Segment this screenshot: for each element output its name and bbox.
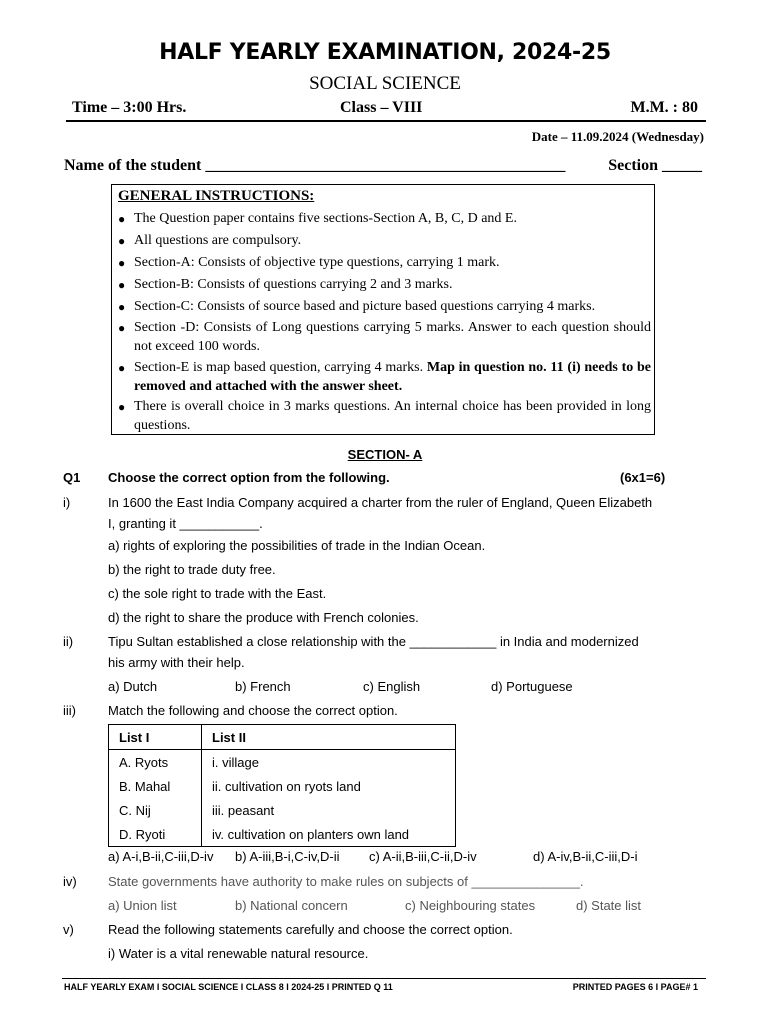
option-b: b) French [235,679,291,694]
instruction-item: There is overall choice in 3 marks questions. An internal choice has been provided in long questions. [134,399,651,433]
table-row [109,798,456,822]
question-number: iii) [63,703,76,718]
table-cell: iii. peasant [202,798,456,822]
question-text: Choose the correct option from the following. [108,470,390,485]
bullet-icon: ● [118,278,126,292]
exam-title: HALF YEARLY EXAMINATION, 2024-25 [159,40,611,65]
bullet-icon: ● [118,321,126,335]
column-header: List II [202,725,456,750]
instruction-item [134,358,651,396]
question-number: v) [63,922,74,937]
bullet-icon: ● [118,361,126,375]
table-row [109,774,456,798]
instruction-item: The Question paper contains five sections-Section A, B, C, D and E. [134,211,517,226]
question-text: In 1600 the East India Company acquired a charter from the ruler of England, Queen Elizabeth [108,495,653,510]
table-cell: A. Ryots [109,750,202,775]
instruction-item: All questions are compulsory. [134,233,302,248]
question-text: Tipu Sultan established a close relationship with the ____________ in India and modernized [108,634,639,649]
option-b: b) the right to trade duty free. [108,562,276,577]
question-marks: (6x1=6) [620,470,666,485]
header-divider [66,120,706,122]
bullet-icon: ● [118,300,126,314]
option-c: c) English [363,679,421,694]
footer-divider [62,978,706,979]
option-d: d) A-iv,B-ii,C-iii,D-i [533,849,638,864]
column-header: List I [109,725,202,750]
bullet-icon: ● [118,212,126,226]
bullet-icon: ● [118,256,126,270]
table-cell: i. village [202,750,456,775]
instruction-item: Section-A: Consists of objective type questions, carrying 1 mark. [134,255,500,270]
max-marks-label: M.M. : 80 [630,99,698,116]
question-number: ii) [63,634,74,649]
option-a: a) A-i,B-ii,C-iii,D-iv [108,849,214,864]
instruction-emphasis: Map in question no. 11 (i) needs to be removed and attached with the answer sheet. [134,360,651,394]
table-cell: B. Mahal [109,774,202,798]
instruction-item: Section-B: Consists of questions carrying 2 and 3 marks. [134,277,453,292]
footer-left: HALF YEARLY EXAM I SOCIAL SCIENCE I CLASS 8 I 2024-25 I PRINTED Q 11 [64,982,393,992]
bullet-icon: ● [118,234,126,248]
table-cell: D. Ryoti [109,822,202,847]
question-text: his army with their help. [108,655,245,670]
instructions-heading: GENERAL INSTRUCTIONS: [118,188,315,204]
instruction-item: Section-C: Consists of source based and picture based questions carrying 4 marks. [134,299,596,314]
option-d: d) the right to share the produce with French colonies. [108,610,419,625]
question-text: State governments have authority to make rules on subjects of _______________. [108,874,584,889]
footer-right: PRINTED PAGES 6 I PAGE# 1 [572,982,698,992]
option-b: b) A-iii,B-i,C-iv,D-ii [235,849,340,864]
table-header-row [109,725,456,750]
exam-date: Date – 11.09.2024 (Wednesday) [531,129,704,144]
option-d: d) Portuguese [491,679,573,694]
class-label: Class – VIII [340,99,423,116]
section-line: Section _____ [608,157,702,174]
instruction-item: Section -D: Consists of Long questions carrying 5 marks. Answer to each question should not exceed 100 words. [134,320,651,354]
table-row [109,822,456,847]
question-text: Match the following and choose the correct option. [108,703,398,718]
table-cell: iv. cultivation on planters own land [202,822,456,847]
student-name-line: Name of the student _____________________________________________ [64,157,566,174]
question-text: I, granting it ___________. [108,516,263,531]
option-c: c) Neighbouring states [405,898,536,913]
match-table [108,724,456,847]
option-a: a) rights of exploring the possibilities of trade in the Indian Ocean. [108,538,486,553]
option-c: c) A-ii,B-iii,C-ii,D-iv [369,849,477,864]
option-a: a) Union list [108,898,177,913]
table-cell: ii. cultivation on ryots land [202,774,456,798]
question-number: Q1 [63,470,81,485]
option-a: a) Dutch [108,679,158,694]
time-label: Time – 3:00 Hrs. [72,99,187,116]
section-a-heading: SECTION- A [347,447,423,462]
option-b: b) National concern [235,898,348,913]
table-row [109,750,456,775]
question-number: i) [63,495,71,510]
instruction-text: Section-E is map based question, carrying 4 marks. [134,360,427,375]
option-c: c) the sole right to trade with the East. [108,586,327,601]
bullet-icon: ● [118,400,126,414]
option-d: d) State list [576,898,642,913]
table-cell: C. Nij [109,798,202,822]
subject-title: SOCIAL SCIENCE [309,73,461,94]
question-text: Read the following statements carefully and choose the correct option. [108,922,513,937]
question-number: iv) [63,874,77,889]
statement: i) Water is a vital renewable natural resource. [108,946,369,961]
